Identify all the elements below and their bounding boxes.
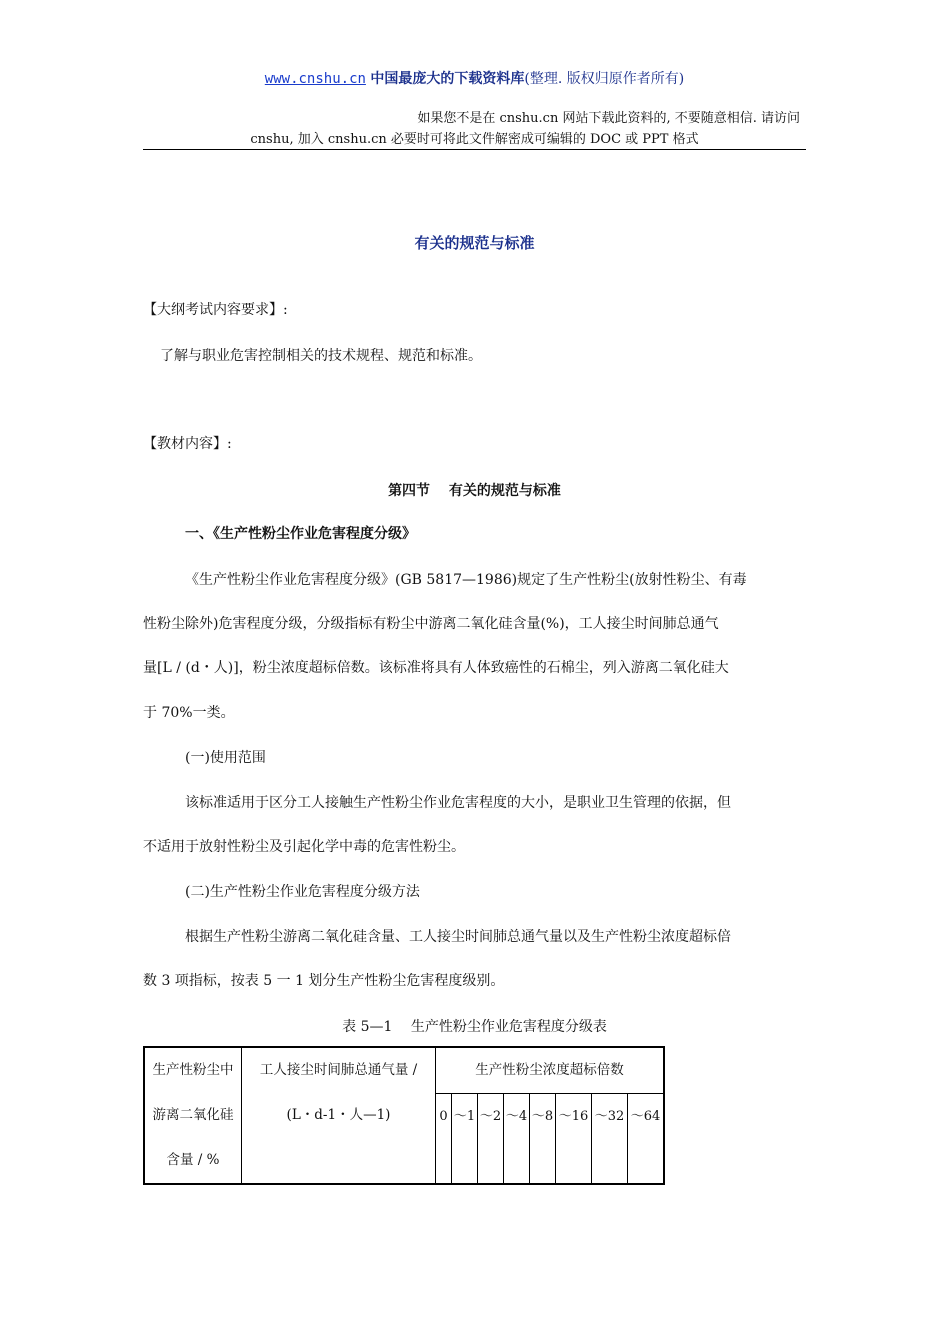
range-cell: ～16 [556,1094,592,1184]
concentration-header: 生产性粉尘浓度超标倍数 [436,1047,665,1094]
page-title: 有关的规范与标准 [414,234,535,252]
para3-line: 数 3 项指标，按表 5 一 1 划分生产性粉尘危害程度级别。 [143,973,505,989]
header-divider [143,149,806,150]
range-cell: ～2 [478,1094,504,1184]
para2-line: 该标准适用于区分工人接触生产性粉尘作业危害程度的大小，是职业卫生管理的依据，但 [185,795,731,811]
outline-text: 了解与职业危害控制相关的技术规程、规范和标准。 [160,348,482,364]
hazard-grading-table [143,1046,665,1185]
para1-line: 《生产性粉尘作业危害程度分级》(GB 5817—1986)规定了生产性粉尘(放射性粉尘、有毒 [185,572,747,588]
header-line: 工人接尘时间肺总通气量 / [259,1062,418,1078]
range-cell: ～1 [452,1094,478,1184]
range-cell: ～4 [504,1094,530,1184]
range-cell: ～64 [628,1094,665,1184]
silica-content-header [144,1047,242,1184]
library-title: 中国最庞大的下载资料库 [370,71,525,87]
scope-heading: (一)使用范围 [185,750,266,766]
site-link[interactable]: www.cnshu.cn [264,71,366,87]
sub-heading: 一、《生产性粉尘作业危害程度分级》 [185,526,416,542]
para1-line: 性粉尘除外)危害程度分级，分级指标有粉尘中游离二氧化硅含量(%)，工人接尘时间肺总通气 [143,616,719,632]
table-caption: 表 5—1 生产性粉尘作业危害程度分级表 [342,1019,607,1035]
range-cell: ～8 [530,1094,556,1184]
para2-line: 不适用于放射性粉尘及引起化学中毒的危害性粉尘。 [143,839,465,855]
outline-heading: 【大纲考试内容要求】: [143,302,288,318]
range-cell: ～32 [592,1094,628,1184]
range-cell: 0 [436,1094,452,1184]
header-notice-line-2: cnshu, 加入 cnshu.cn 必要时可将此文件解密成可编辑的 DOC 或 PPT 格式 [250,132,699,147]
header-banner [143,70,806,89]
para3-line: 根据生产性粉尘游离二氧化硅含量、工人接尘时间肺总通气量以及生产性粉尘浓度超标倍 [185,929,731,945]
para1-line: 量[L / (d・人)]，粉尘浓度超标倍数。该标准将具有人体致癌性的石棉尘，列入游离二氧化硅大 [143,660,729,676]
header-line: 含量 / % [166,1152,220,1168]
header-line: 游离二氧化硅 [152,1107,234,1123]
header-line: 生产性粉尘中 [152,1062,234,1078]
header-line: (L・d-1・人—1) [286,1107,391,1123]
material-heading: 【教材内容】: [143,436,232,452]
header-notice-line-1: 如果您不是在 cnshu.cn 网站下载此资料的, 不要随意相信. 请访问 [417,111,800,126]
para1-line: 于 70%一类。 [143,705,235,721]
ventilation-header [242,1047,436,1184]
method-heading: (二)生产性粉尘作业危害程度分级方法 [185,884,420,900]
rights-note: (整理. 版权归原作者所有) [524,71,685,87]
section-title: 第四节 有关的规范与标准 [388,483,561,499]
